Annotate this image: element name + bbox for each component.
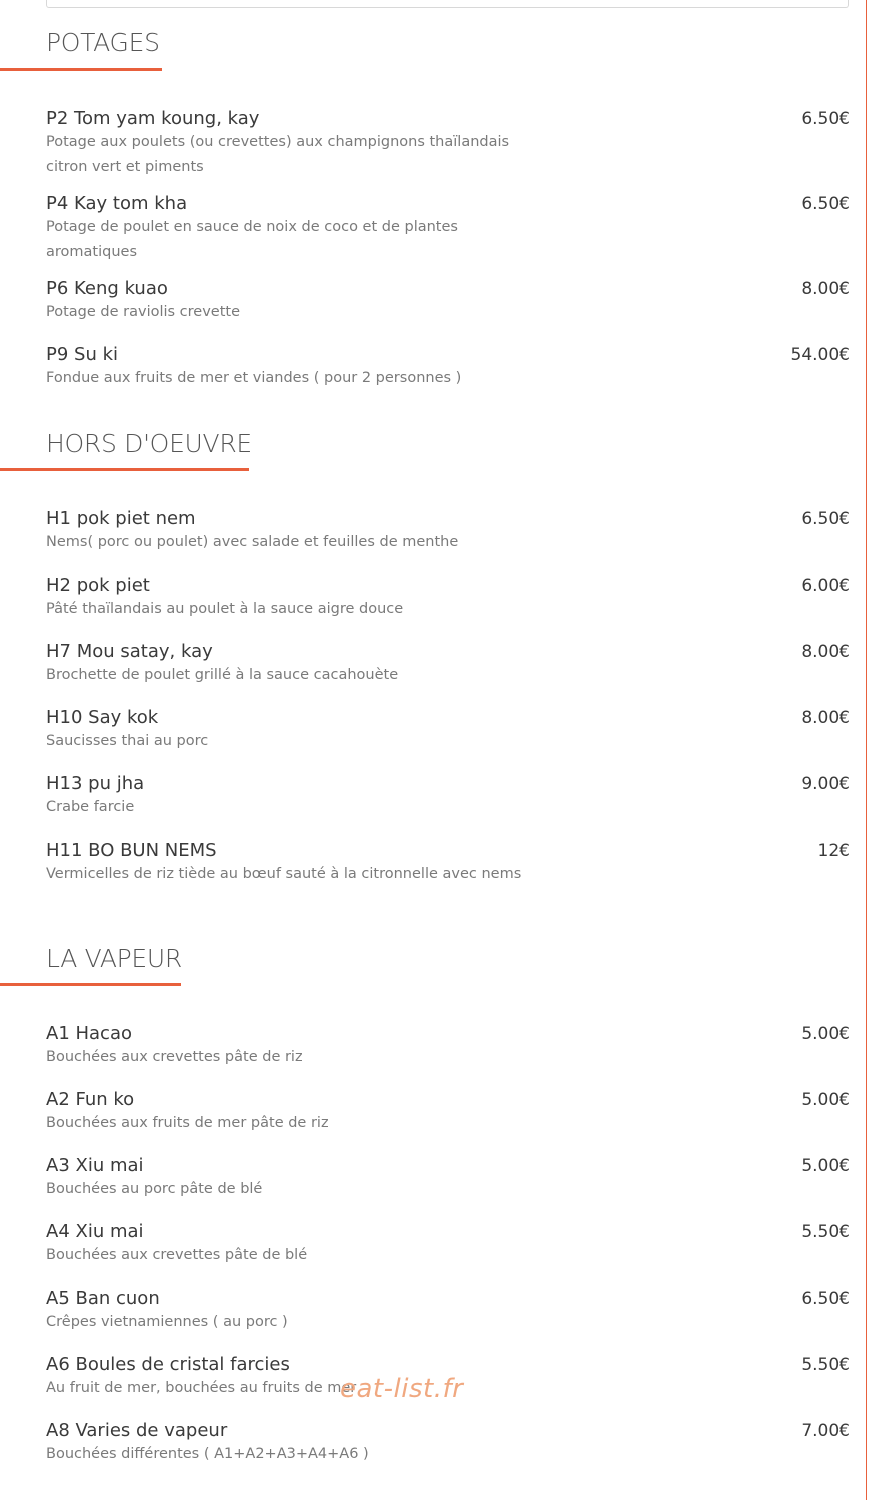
menu-item [46, 1288, 850, 1335]
item-price: 5.50€ [801, 1222, 850, 1242]
item-name: P2 Tom yam koung, kay [46, 108, 260, 129]
menu-item [46, 707, 850, 754]
item-name: A6 Boules de cristal farcies [46, 1354, 290, 1375]
item-desc: Crabe farcie [46, 799, 135, 815]
menu-item [46, 508, 850, 555]
item-price: 6.50€ [801, 194, 850, 214]
item-name: H2 pok piet [46, 575, 150, 596]
item-price: 6.50€ [801, 109, 850, 129]
top-search-box [46, 0, 849, 8]
item-price: 5.00€ [801, 1156, 850, 1176]
item-name: A8 Varies de vapeur [46, 1420, 228, 1441]
menu-item [46, 840, 850, 887]
item-price: 6.50€ [801, 509, 850, 529]
item-name: A2 Fun ko [46, 1089, 135, 1110]
section-title: LA VAPEUR [46, 944, 182, 973]
menu-item [46, 1089, 850, 1136]
item-desc: Nems( porc ou poulet) avec salade et feuilles de menthe [46, 534, 459, 550]
right-border [866, 0, 867, 1500]
item-desc: Bouchées aux fruits de mer pâte de riz [46, 1115, 329, 1131]
menu-item [46, 575, 850, 622]
item-desc: Fondue aux fruits de mer et viandes ( pour 2 personnes ) [46, 370, 462, 386]
item-desc: Bouchées au porc pâte de blé [46, 1181, 263, 1197]
menu-item [46, 278, 850, 325]
item-price: 54.00€ [790, 345, 850, 365]
item-name: H1 pok piet nem [46, 508, 196, 529]
item-price: 6.00€ [801, 576, 850, 596]
item-desc: Crêpes vietnamiennes ( au porc ) [46, 1314, 288, 1330]
menu-item [46, 773, 850, 820]
item-name: P9 Su ki [46, 344, 119, 365]
item-desc: Brochette de poulet grillé à la sauce cacahouète [46, 667, 399, 683]
item-price: 7.00€ [801, 1421, 850, 1441]
menu-item [46, 641, 850, 688]
menu-item [46, 1023, 850, 1070]
watermark: eat-list.fr [340, 1374, 464, 1404]
item-desc: Bouchées différentes ( A1+A2+A3+A4+A6 ) [46, 1446, 369, 1462]
item-name: A4 Xiu mai [46, 1221, 144, 1242]
menu-item [46, 1221, 850, 1268]
item-desc: Au fruit de mer, bouchées au fruits de mer [46, 1380, 357, 1396]
item-name: P6 Keng kuao [46, 278, 168, 299]
item-name: A1 Hacao [46, 1023, 132, 1044]
item-price: 5.00€ [801, 1024, 850, 1044]
section-underline [0, 983, 181, 986]
item-price: 8.00€ [801, 708, 850, 728]
item-desc: Bouchées aux crevettes pâte de blé [46, 1247, 308, 1263]
item-name: P4 Kay tom kha [46, 193, 188, 214]
menu-item [46, 1155, 850, 1202]
item-name: H7 Mou satay, kay [46, 641, 213, 662]
section-underline [0, 468, 249, 471]
section-title: POTAGES [46, 28, 160, 57]
item-desc: Bouchées aux crevettes pâte de riz [46, 1049, 303, 1065]
item-desc: Vermicelles de riz tiède au bœuf sauté à la citronnelle avec nems [46, 866, 522, 882]
item-price: 8.00€ [801, 279, 850, 299]
item-price: 6.50€ [801, 1289, 850, 1309]
item-name: H11 BO BUN NEMS [46, 840, 217, 861]
item-desc: Potage aux poulets (ou crevettes) aux champignons thaïlandais citron vert et piments [46, 134, 510, 175]
item-name: A3 Xiu mai [46, 1155, 144, 1176]
item-price: 8.00€ [801, 642, 850, 662]
menu-item [46, 344, 850, 391]
item-desc: Saucisses thai au porc [46, 733, 209, 749]
item-name: H13 pu jha [46, 773, 145, 794]
section-underline [0, 68, 162, 71]
item-desc: Pâté thaïlandais au poulet à la sauce aigre douce [46, 601, 404, 617]
item-price: 9.00€ [801, 774, 850, 794]
item-price: 5.50€ [801, 1355, 850, 1375]
section-title: HORS D'OEUVRE [46, 429, 252, 458]
item-name: H10 Say kok [46, 707, 159, 728]
item-price: 5.00€ [801, 1090, 850, 1110]
item-desc: Potage de raviolis crevette [46, 304, 241, 320]
item-name: A5 Ban cuon [46, 1288, 160, 1309]
menu-item [46, 193, 850, 265]
item-price: 12€ [817, 841, 850, 861]
item-desc: Potage de poulet en sauce de noix de coco et de plantes aromatiques [46, 219, 458, 260]
menu-item [46, 1420, 850, 1467]
menu-item [46, 108, 850, 180]
